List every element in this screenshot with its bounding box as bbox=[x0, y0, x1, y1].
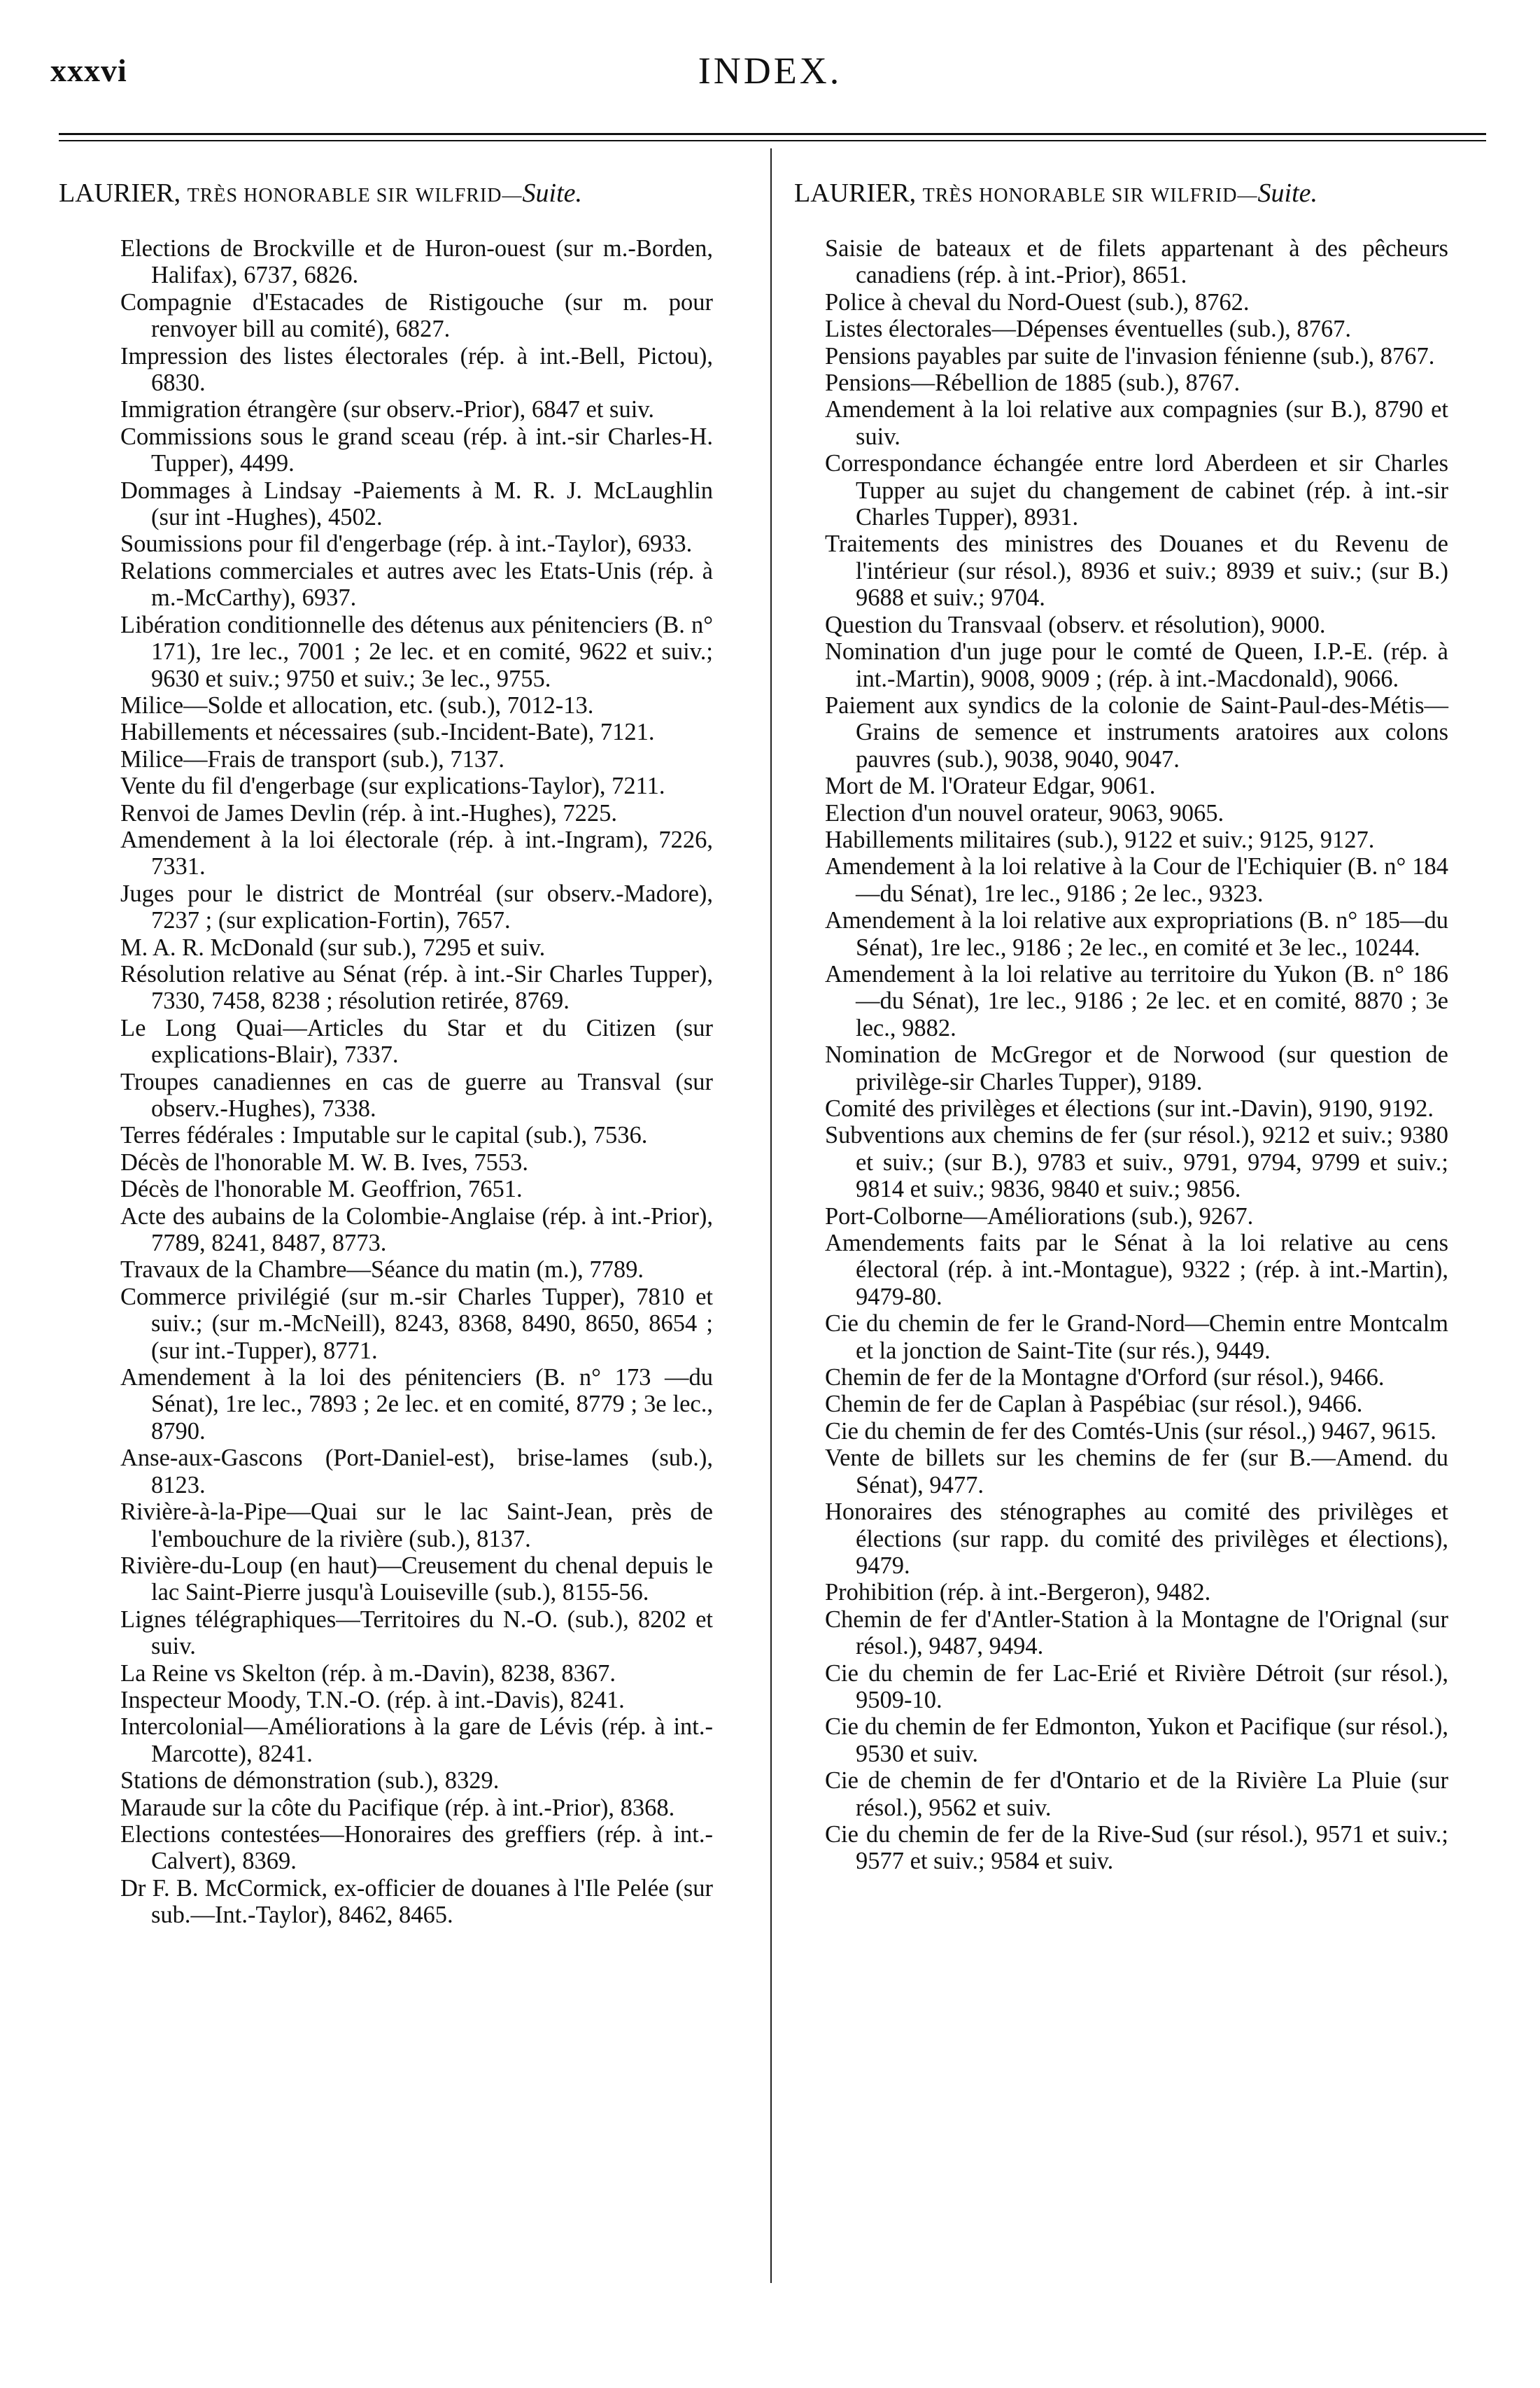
index-entry: Habillements et nécessaires (sub.-Incident-Bate), 7121. bbox=[120, 719, 655, 746]
index-entry: Mort de M. l'Orateur Edgar, 9061. bbox=[825, 773, 1156, 800]
index-entry: Cie du chemin de fer de la Rive-Sud (sur résol.), 9571 et suiv.; 9577 et suiv.; 9584 et suiv. bbox=[825, 1820, 1448, 1875]
index-entry: Paiement aux syndics de la colonie de Saint-Paul-des-Métis—Grains de semence et instruments aratoires aux colons pauvres (sub.), 9038, 9040, 9047. bbox=[825, 691, 1448, 773]
heading-suite: Suite. bbox=[1257, 178, 1318, 208]
index-entry: Traitements des ministres des Douanes et du Revenu de l'intérieur (sur résol.), 8936 et suiv.; 8939 et suiv.; (sur B.) 9688 et suiv.; 9704. bbox=[825, 531, 1448, 612]
index-entry: Terres fédérales : Imputable sur le capital (sub.), 7536. bbox=[120, 1122, 648, 1149]
index-entry: Rivière-du-Loup (en haut)—Creusement du chenal depuis le lac Saint-Pierre jusqu'à Louiseville (sub.), 8155-56. bbox=[120, 1552, 713, 1606]
index-entry: M. A. R. McDonald (sur sub.), 7295 et suiv. bbox=[120, 934, 546, 961]
index-entry: Chemin de fer d'Antler-Station à la Montagne de l'Orignal (sur résol.), 9487, 9494. bbox=[825, 1606, 1448, 1660]
index-entry: Chemin de fer de la Montagne d'Orford (sur résol.), 9466. bbox=[825, 1364, 1385, 1391]
heading-given-name: WILFRID— bbox=[415, 185, 523, 206]
index-entry: Prohibition (rép. à int.-Bergeron), 9482. bbox=[825, 1579, 1211, 1606]
heading-honorific: TRÈS HONORABLE SIR bbox=[922, 185, 1145, 206]
index-entry: Immigration étrangère (sur observ.-Prior), 6847 et suiv. bbox=[120, 396, 654, 423]
index-entry: Vente du fil d'engerbage (sur explications-Taylor), 7211. bbox=[120, 773, 665, 800]
index-entry: Nomination d'un juge pour le comté de Queen, I.P.-E. (rép. à int.-Martin), 9008, 9009 ; (rép. à int.-Macdonald), 9066. bbox=[825, 638, 1448, 692]
index-entry: Chemin de fer de Caplan à Paspébiac (sur résol.), 9466. bbox=[825, 1391, 1363, 1418]
index-entry: Subventions aux chemins de fer (sur résol.), 9212 et suiv.; 9380 et suiv.; (sur B.), 9783 et suiv., 9791, 9794, 9799 et suiv.; 9814 et suiv.; 9836, 9840 et suiv.; 9856. bbox=[825, 1122, 1448, 1203]
index-entry: Inspecteur Moody, T.N.-O. (rép. à int.-Davis), 8241. bbox=[120, 1686, 625, 1713]
index-entry: Milice—Solde et allocation, etc. (sub.), 7012-13. bbox=[120, 691, 594, 719]
index-entry: Honoraires des sténographes au comité des privilèges et élections (sur rapp. du comité des privilèges et élections), 9479. bbox=[825, 1498, 1448, 1579]
heading-honorific: TRÈS HONORABLE SIR bbox=[187, 185, 409, 206]
page-number: xxxvi bbox=[50, 52, 127, 88]
heading-suite: Suite. bbox=[522, 178, 582, 208]
heading-name: LAURIER, bbox=[59, 178, 181, 208]
index-entry: Amendement à la loi relative aux expropriations (B. n° 185—du Sénat), 1re lec., 9186 ; 2e lec., en comité et 3e lec., 10244. bbox=[825, 907, 1448, 961]
index-entry: Pensions payables par suite de l'invasion fénienne (sub.), 8767. bbox=[825, 342, 1435, 370]
index-entry: Dommages à Lindsay -Paiements à M. R. J. McLaughlin (sur int -Hughes), 4502. bbox=[120, 477, 713, 531]
index-entry: Cie du chemin de fer Edmonton, Yukon et Pacifique (sur résol.), 9530 et suiv. bbox=[825, 1713, 1448, 1767]
entry-list bbox=[120, 235, 713, 1929]
index-entry: Acte des aubains de la Colombie-Anglaise (rép. à int.-Prior), 7789, 8241, 8487, 8773. bbox=[120, 1202, 713, 1257]
index-entry: Stations de démonstration (sub.), 8329. bbox=[120, 1767, 500, 1794]
index-entry: Port-Colborne—Améliorations (sub.), 9267. bbox=[825, 1202, 1254, 1230]
index-entry: Comité des privilèges et élections (sur int.-Davin), 9190, 9192. bbox=[825, 1095, 1434, 1122]
heading-given-name: WILFRID— bbox=[1150, 185, 1258, 206]
index-entry: Amendement à la loi électorale (rép. à int.-Ingram), 7226, 7331. bbox=[120, 826, 713, 880]
index-entry: Question du Transvaal (observ. et résolution), 9000. bbox=[825, 611, 1326, 638]
index-entry: Décès de l'honorable M. Geoffrion, 7651. bbox=[120, 1176, 523, 1203]
index-entry: Amendements faits par le Sénat à la loi relative au cens électoral (rép. à int.-Montague), 9322 ; (rép. à int.-Martin), 9479-80. bbox=[825, 1230, 1448, 1310]
header-rule-secondary bbox=[59, 140, 1486, 141]
index-entry: Relations commerciales et autres avec les Etats-Unis (rép. à m.-McCarthy), 6937. bbox=[120, 557, 713, 612]
index-entry: Cie du chemin de fer des Comtés-Unis (sur résol.,) 9467, 9615. bbox=[825, 1417, 1436, 1445]
index-entry: Rivière-à-la-Pipe—Quai sur le lac Saint-Jean, près de l'embouchure de la rivière (sub.), 8137. bbox=[120, 1498, 713, 1552]
index-entry: Lignes télégraphiques—Territoires du N.-O. (sub.), 8202 et suiv. bbox=[120, 1606, 713, 1660]
column-heading bbox=[59, 175, 713, 214]
index-entry: Amendement à la loi relative à la Cour de l'Echiquier (B. n° 184—du Sénat), 1re lec., 9186 ; 2e lec., 9323. bbox=[825, 853, 1448, 907]
index-entry: Soumissions pour fil d'engerbage (rép. à int.-Taylor), 6933. bbox=[120, 531, 693, 558]
index-entry: Elections de Brockville et de Huron-ouest (sur m.-Borden, Halifax), 6737, 6826. bbox=[120, 235, 713, 289]
header-rule bbox=[59, 133, 1486, 135]
index-entry: Travaux de la Chambre—Séance du matin (m.), 7789. bbox=[120, 1256, 644, 1284]
index-entry: Troupes canadiennes en cas de guerre au Transval (sur observ.-Hughes), 7338. bbox=[120, 1068, 713, 1122]
index-entry: Juges pour le district de Montréal (sur observ.-Madore), 7237 ; (sur explication-Fortin), 7657. bbox=[120, 880, 713, 934]
index-entry: Résolution relative au Sénat (rép. à int.-Sir Charles Tupper), 7330, 7458, 8238 ; résolution retirée, 8769. bbox=[120, 960, 713, 1015]
right-column bbox=[794, 175, 1448, 1875]
index-entry: Saisie de bateaux et de filets appartenant à des pêcheurs canadiens (rép. à int.-Prior), 8651. bbox=[825, 235, 1448, 289]
index-entry: Intercolonial—Améliorations à la gare de Lévis (rép. à int.-Marcotte), 8241. bbox=[120, 1713, 713, 1767]
index-entry: Pensions—Rébellion de 1885 (sub.), 8767. bbox=[825, 370, 1241, 397]
index-entry: Compagnie d'Estacades de Ristigouche (sur m. pour renvoyer bill au comité), 6827. bbox=[120, 288, 713, 343]
left-column bbox=[59, 175, 713, 1929]
index-entry: Cie du chemin de fer le Grand-Nord—Chemin entre Montcalm et la jonction de Saint-Tite (sur rés.), 9449. bbox=[825, 1310, 1448, 1364]
index-entry: Décès de l'honorable M. W. B. Ives, 7553. bbox=[120, 1149, 529, 1176]
index-entry: Vente de billets sur les chemins de fer (sur B.—Amend. du Sénat), 9477. bbox=[825, 1445, 1448, 1498]
column-divider bbox=[770, 148, 772, 2283]
index-entry: Amendement à la loi des pénitenciers (B. n° 173 —du Sénat), 1re lec., 7893 ; 2e lec. et en comité, 8779 ; 3e lec., 8790. bbox=[120, 1364, 713, 1445]
entry-list bbox=[825, 235, 1448, 1875]
index-entry: Impression des listes électorales (rép. à int.-Bell, Pictou), 6830. bbox=[120, 342, 713, 397]
index-entry: Police à cheval du Nord-Ouest (sub.), 8762. bbox=[825, 288, 1250, 316]
index-entry: La Reine vs Skelton (rép. à m.-Davin), 8238, 8367. bbox=[120, 1659, 616, 1687]
index-entry: Habillements militaires (sub.), 9122 et suiv.; 9125, 9127. bbox=[825, 826, 1375, 853]
index-entry: Election d'un nouvel orateur, 9063, 9065. bbox=[825, 799, 1224, 827]
index-entry: Renvoi de James Devlin (rép. à int.-Hughes), 7225. bbox=[120, 799, 617, 827]
column-heading bbox=[794, 175, 1448, 214]
index-entry: Maraude sur la côte du Pacifique (rép. à int.-Prior), 8368. bbox=[120, 1794, 675, 1821]
index-entry: Nomination de McGregor et de Norwood (sur question de privilège-sir Charles Tupper), 9189. bbox=[825, 1041, 1448, 1095]
index-entry: Commerce privilégié (sur m.-sir Charles Tupper), 7810 et suiv.; (sur m.-McNeill), 8243, 8368, 8490, 8650, 8654 ; (sur int.-Tupper), 8771. bbox=[120, 1283, 713, 1364]
index-entry: Elections contestées—Honoraires des greffiers (rép. à int.-Calvert), 8369. bbox=[120, 1820, 713, 1875]
index-entry: Libération conditionnelle des détenus aux pénitenciers (B. n° 171), 1re lec., 7001 ; 2e lec. et en comité, 9622 et suiv.; 9630 et suiv.; 9750 et suiv.; 3e lec., 9755. bbox=[120, 611, 713, 692]
index-entry: Dr F. B. McCormick, ex-officier de douanes à l'Ile Pelée (sur sub.—Int.-Taylor), 8462, 8465. bbox=[120, 1874, 713, 1929]
index-entry: Correspondance échangée entre lord Aberdeen et sir Charles Tupper au sujet du changement de cabinet (rép. à int.-sir Charles Tupper), 8931. bbox=[825, 450, 1448, 531]
index-entry: Listes électorales—Dépenses éventuelles (sub.), 8767. bbox=[825, 316, 1352, 343]
page-title: INDEX. bbox=[698, 50, 842, 92]
index-entry: Cie de chemin de fer d'Ontario et de la Rivière La Pluie (sur résol.), 9562 et suiv. bbox=[825, 1767, 1448, 1821]
index-entry: Commissions sous le grand sceau (rép. à int.-sir Charles-H. Tupper), 4499. bbox=[120, 423, 713, 477]
index-entry: Amendement à la loi relative aux compagnies (sur B.), 8790 et suiv. bbox=[825, 396, 1448, 450]
index-entry: Anse-aux-Gascons (Port-Daniel-est), brise-lames (sub.), 8123. bbox=[120, 1445, 713, 1498]
index-entry: Le Long Quai—Articles du Star et du Citizen (sur explications-Blair), 7337. bbox=[120, 1014, 713, 1069]
index-entry: Amendement à la loi relative au territoire du Yukon (B. n° 186—du Sénat), 1re lec., 9186 ; 2e lec. et en comité, 8870 ; 3e lec., 9882. bbox=[825, 960, 1448, 1041]
index-entry: Milice—Frais de transport (sub.), 7137. bbox=[120, 745, 505, 773]
index-entry: Cie du chemin de fer Lac-Erié et Rivière Détroit (sur résol.), 9509-10. bbox=[825, 1659, 1448, 1713]
heading-name: LAURIER, bbox=[794, 178, 917, 208]
